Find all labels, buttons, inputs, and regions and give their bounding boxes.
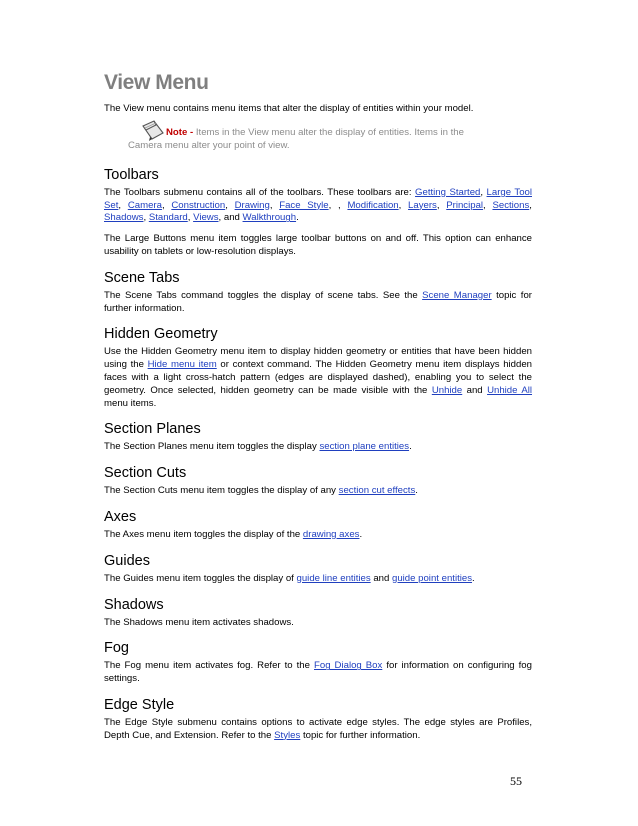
link-getting-started[interactable]: Getting Started: [415, 186, 481, 198]
link-drawing[interactable]: Drawing: [234, 199, 270, 211]
link-principal[interactable]: Principal: [446, 199, 484, 211]
link-construction[interactable]: Construction: [171, 199, 226, 211]
note-text-line2: Camera menu alter your point of view.: [128, 139, 290, 151]
link-drawing-axes[interactable]: drawing axes: [302, 528, 360, 540]
link-fog-dialog-box[interactable]: Fog Dialog Box: [314, 660, 383, 672]
heading-section-planes: Section Planes: [104, 421, 201, 438]
link-camera[interactable]: Camera: [127, 199, 162, 211]
link-section-cut-effects[interactable]: section cut effects: [338, 485, 416, 497]
hidden-geometry-paragraph: Use the Hidden Geometry menu item to display hidden geometry or entities that have been hidden using the Hide menu item or context command. The Hidden Geometry menu item displays hidden faces with a light cross-hatch pattern (edges are displayed dashed), enabling you to select the geometry. Once selected, hidden geometry can be made visible with the Unhide and Unhide All menu items.: [104, 346, 533, 409]
shadows-paragraph: The Shadows menu item activates shadows.: [104, 616, 294, 628]
link-shadows[interactable]: Shadows: [104, 212, 144, 224]
section-planes-paragraph: The Section Planes menu item toggles the display section plane entities.: [104, 441, 412, 453]
toolbars-paragraph: The Toolbars submenu contains all of the toolbars. These toolbars are: Getting Started, Large Tool Set, Camera, Construction, Drawing, Face Style, , Modification, Layers, Principal, Sections, Shadows, Standard, Views, and Walkthrough.: [104, 186, 532, 224]
fog-paragraph: The Fog menu item activates fog. Refer to the Fog Dialog Box for information on configuring fog settings.: [104, 660, 532, 685]
note-box: [128, 126, 532, 152]
link-layers[interactable]: Layers: [408, 199, 437, 211]
heading-axes: Axes: [104, 508, 137, 525]
pencil-note-icon: [140, 120, 166, 142]
link-modification[interactable]: Modification: [347, 199, 399, 211]
intro-paragraph: The View menu contains menu items that alter the display of entities within your model.: [104, 103, 474, 114]
heading-toolbars: Toolbars: [104, 166, 159, 183]
link-large-tool-set[interactable]: Large Tool Set: [104, 186, 532, 211]
heading-shadows: Shadows: [104, 596, 164, 613]
link-guide-point-entities[interactable]: guide point entities: [392, 572, 473, 584]
page-title: View Menu: [104, 71, 209, 94]
link-styles[interactable]: Styles: [274, 729, 301, 741]
large-buttons-paragraph: The Large Buttons menu item toggles large toolbar buttons on and off. This option can enhance usability on tablets or low-resolution displays.: [104, 233, 532, 257]
scene-tabs-paragraph: The Scene Tabs command toggles the display of scene tabs. See the Scene Manager topic for further information.: [104, 289, 532, 314]
link-standard[interactable]: Standard: [148, 212, 188, 224]
heading-section-cuts: Section Cuts: [104, 465, 187, 482]
page-content: [104, 72, 532, 753]
heading-guides: Guides: [104, 552, 150, 569]
link-unhide[interactable]: Unhide: [431, 384, 463, 396]
note-text-line1: Items in the View menu alter the display of entities. Items in the: [195, 126, 464, 138]
link-face-style[interactable]: Face Style: [279, 199, 329, 211]
section-cuts-paragraph: The Section Cuts menu item toggles the display of any section cut effects.: [104, 485, 418, 497]
heading-scene-tabs: Scene Tabs: [104, 269, 180, 286]
heading-fog: Fog: [104, 640, 129, 657]
link-sections[interactable]: Sections: [492, 199, 530, 211]
page-number: 55: [510, 774, 522, 788]
link-section-plane-entities[interactable]: section plane entities: [319, 441, 410, 453]
note-label: Note -: [166, 126, 194, 138]
heading-hidden-geometry: Hidden Geometry: [104, 326, 218, 343]
link-walkthrough[interactable]: Walkthrough: [242, 212, 297, 224]
link-scene-manager[interactable]: Scene Manager: [422, 289, 492, 301]
link-unhide-all[interactable]: Unhide All: [487, 384, 533, 396]
link-hide-menu-item[interactable]: Hide menu item: [147, 359, 217, 371]
link-views[interactable]: Views: [193, 212, 219, 224]
axes-paragraph: The Axes menu item toggles the display of the drawing axes.: [104, 528, 363, 540]
guides-paragraph: The Guides menu item toggles the display of guide line entities and guide point entities.: [104, 572, 475, 584]
edge-style-paragraph: The Edge Style submenu contains options to activate edge styles. The edge styles are Profiles, Depth Cue, and Extension. Refer to the Styles topic for further information.: [104, 716, 532, 741]
heading-edge-style: Edge Style: [104, 696, 175, 713]
link-guide-line-entities[interactable]: guide line entities: [296, 572, 371, 584]
